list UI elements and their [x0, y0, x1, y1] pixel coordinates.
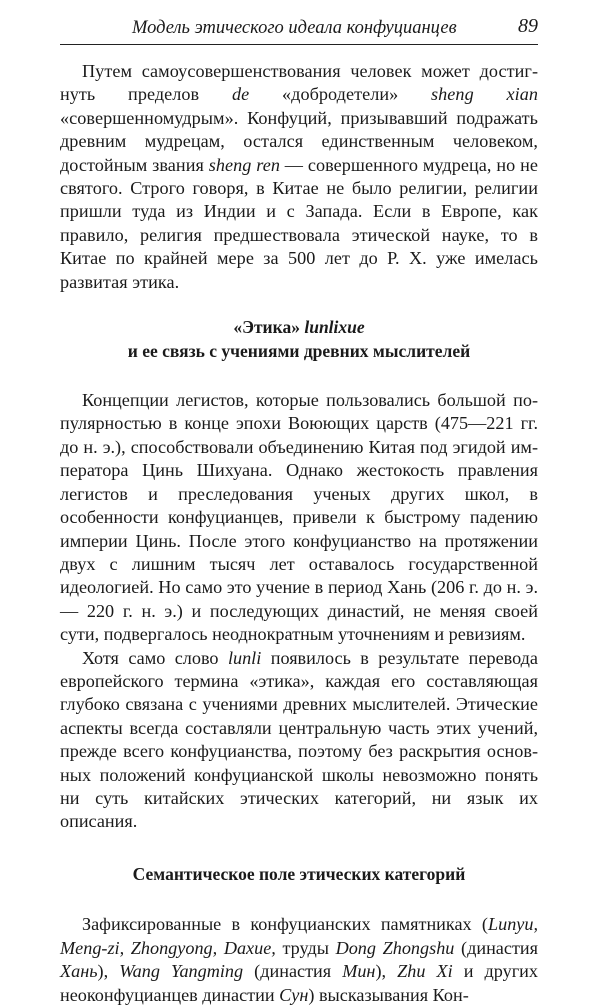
section-heading-ethics-line2: и ее связь с учениями древних мыслителей [127, 340, 471, 361]
section-heading-ethics: «Этика» lunlixue и ее связь с учениями древних мыслителей [60, 316, 538, 363]
paragraph-4: Зафиксированные в конфуцианских памятниках (Lunyu, Meng-zi, Zhongyong, Daxue, труды Dong Zhongshu (династия Хань), Wang Yangming (династия Мин), Zhu Xi и других неоконфуцианцев династии Сун) высказывания Кон- [60, 914, 539, 1005]
paragraph-1: Путем самоусовершенствования человек может достигнуть пределов de «добродетели» sheng xian «совершенномудрым». Конфуций, призывавший подражать древним мудрецам, остался единственным человеком, достойным звания sheng ren — совершенного мудреца, но не святого. Строго говоря, в Китае не было религии, религии пришли туда из Индии и с Запада. Если в Европе, как правило, религия предшествовала этической науке, то в Китае по крайней мере за 500 лет до Р. Х. уже имелась развитая этика. [60, 61, 538, 292]
paragraph-1-wrap [60, 60, 538, 294]
page-body [60, 60, 538, 1007]
running-head-title: Модель этического идеала конфуцианцев [132, 18, 457, 38]
section-heading-semantic-field: Семантическое поле этических категорий [132, 863, 466, 884]
page-number: 89 [518, 15, 538, 37]
running-head [60, 14, 538, 45]
paragraph-2: Концепции легистов, которые пользовались большой популярностью в конце эпохи Воюющих царств (475—221 гг. до н. э.), способствовали объединению Китая под эгидой императора Цинь Шихуана. Однако жестокость правления легистов и преследования ученых других школ, в особенности конфуцианцев, привели к быстрому падению империи Цинь. После этого конфуцианство на протяжении двух с лишним тысяч лет оставалось государственной идеологией. Но само это учение в период Хань (206 г. до н. э. — 220 г. н. э.) и последующих династий, не меняя своей сути, подвергалось неоднократным уточнениям и ревизиям. [60, 390, 538, 645]
paragraph-3: Хотя само слово lunli появилось в результате перевода европейского термина «этика», каждая его составляющая глубоко связана с учениями древних мыслителей. Этические аспекты всегда составляли центральную часть этих учений, прежде всего конфуцианства, поэтому без раскрытия основных положений конфуцианской школы невозможно понять ни суть китайских этических категорий, ни язык их описания. [60, 647, 538, 832]
